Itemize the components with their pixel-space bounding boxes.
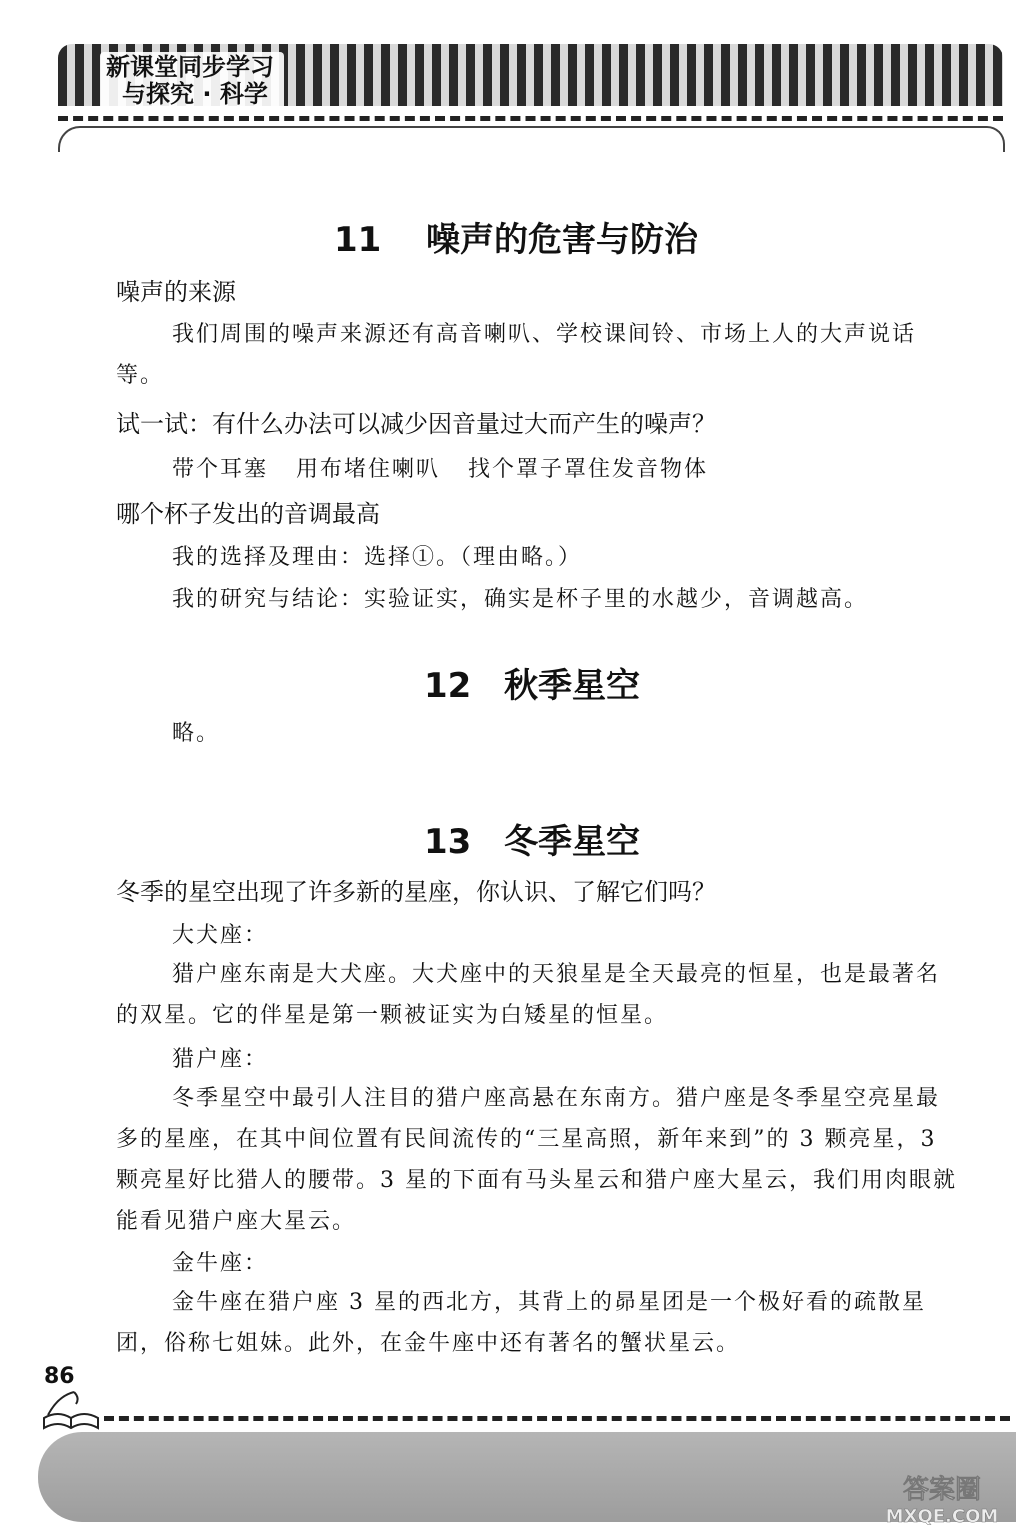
book-series-title-line2: 与探究 · 科学 (122, 80, 268, 108)
winter-sky-heading: 冬季的星空出现了许多新的星座，你认识、了解它们吗？ (116, 878, 716, 906)
lesson-11-title (334, 212, 698, 261)
lesson-13-number: 13 (424, 822, 472, 862)
try-it-answers (172, 452, 736, 483)
canis-major-label: 大犬座： (172, 923, 269, 948)
header-decorative-curve-left (58, 126, 540, 152)
answer-earplugs: 带个耳塞 (172, 457, 269, 482)
page-number: 86 (44, 1364, 75, 1389)
lesson-12-title (424, 658, 640, 707)
taurus-label: 金牛座： (172, 1251, 269, 1276)
noise-sources-paragraph: 我们周围的噪声来源还有高音喇叭、学校课间铃、市场上人的大声说话等。 (116, 322, 917, 388)
try-it-heading: 试一试：有什么办法可以减少因音量过大而产生的噪声？ (116, 410, 716, 438)
choice-reason-line: 我的选择及理由：选择①。（理由略。） (172, 545, 583, 570)
cup-pitch-heading: 哪个杯子发出的音调最高 (116, 500, 380, 528)
orion-paragraph: 冬季星空中最引人注目的猎户座高悬在东南方。猎户座是冬季星空亮星最多的星座，在其中间位置有民间流传的“三星高照，新年来到”的 3 颗亮星，3 颗亮星好比猎人的腰带。3 星的下面有马头星云和猎户座大星云，我们用肉眼就能看见猎户座大星云。 (116, 1086, 957, 1234)
lesson-13-title (424, 814, 640, 863)
open-book-icon (40, 1388, 102, 1434)
lesson-11-title-text: 噪声的危害与防治 (426, 220, 698, 260)
watermark-url: MXQE.COM (885, 1506, 999, 1527)
book-series-title-line1: 新课堂同步学习 (106, 53, 274, 81)
answer-cover-source: 找个罩子罩住发音物体 (468, 457, 709, 482)
lesson-11-number: 11 (334, 220, 382, 260)
canis-major-paragraph: 猎户座东南是大犬座。大犬座中的天狼星是全天最亮的恒星，也是最著名的双星。它的伴星是第一颗被证实为白矮星的恒星。 (116, 962, 941, 1028)
answer-cloth-speaker: 用布堵住喇叭 (296, 457, 441, 482)
noise-sources-heading: 噪声的来源 (116, 278, 236, 306)
research-conclusion-line: 我的研究与结论：实验证实，确实是杯子里的水越少，音调越高。 (172, 587, 869, 612)
lesson-12-number: 12 (424, 666, 472, 706)
lesson-12-text: 略。 (172, 721, 221, 746)
watermark-text: 答案圈 (902, 1475, 982, 1505)
book-series-title (100, 52, 284, 111)
lesson-12-title-text: 秋季星空 (504, 666, 640, 706)
header-decorative-curve-right (538, 126, 1005, 152)
lesson-13-title-text: 冬季星空 (504, 822, 640, 862)
taurus-paragraph: 金牛座在猎户座 3 星的西北方，其背上的昴星团是一个极好看的疏散星团，俗称七姐妹。此外，在金牛座中还有著名的蟹状星云。 (116, 1290, 926, 1356)
watermark-logo (872, 1468, 1012, 1528)
footer-dashed-rule (104, 1416, 1010, 1421)
header-dashed-rule (58, 116, 1003, 121)
orion-label: 猎户座： (172, 1047, 269, 1072)
footer-band (38, 1432, 1016, 1522)
